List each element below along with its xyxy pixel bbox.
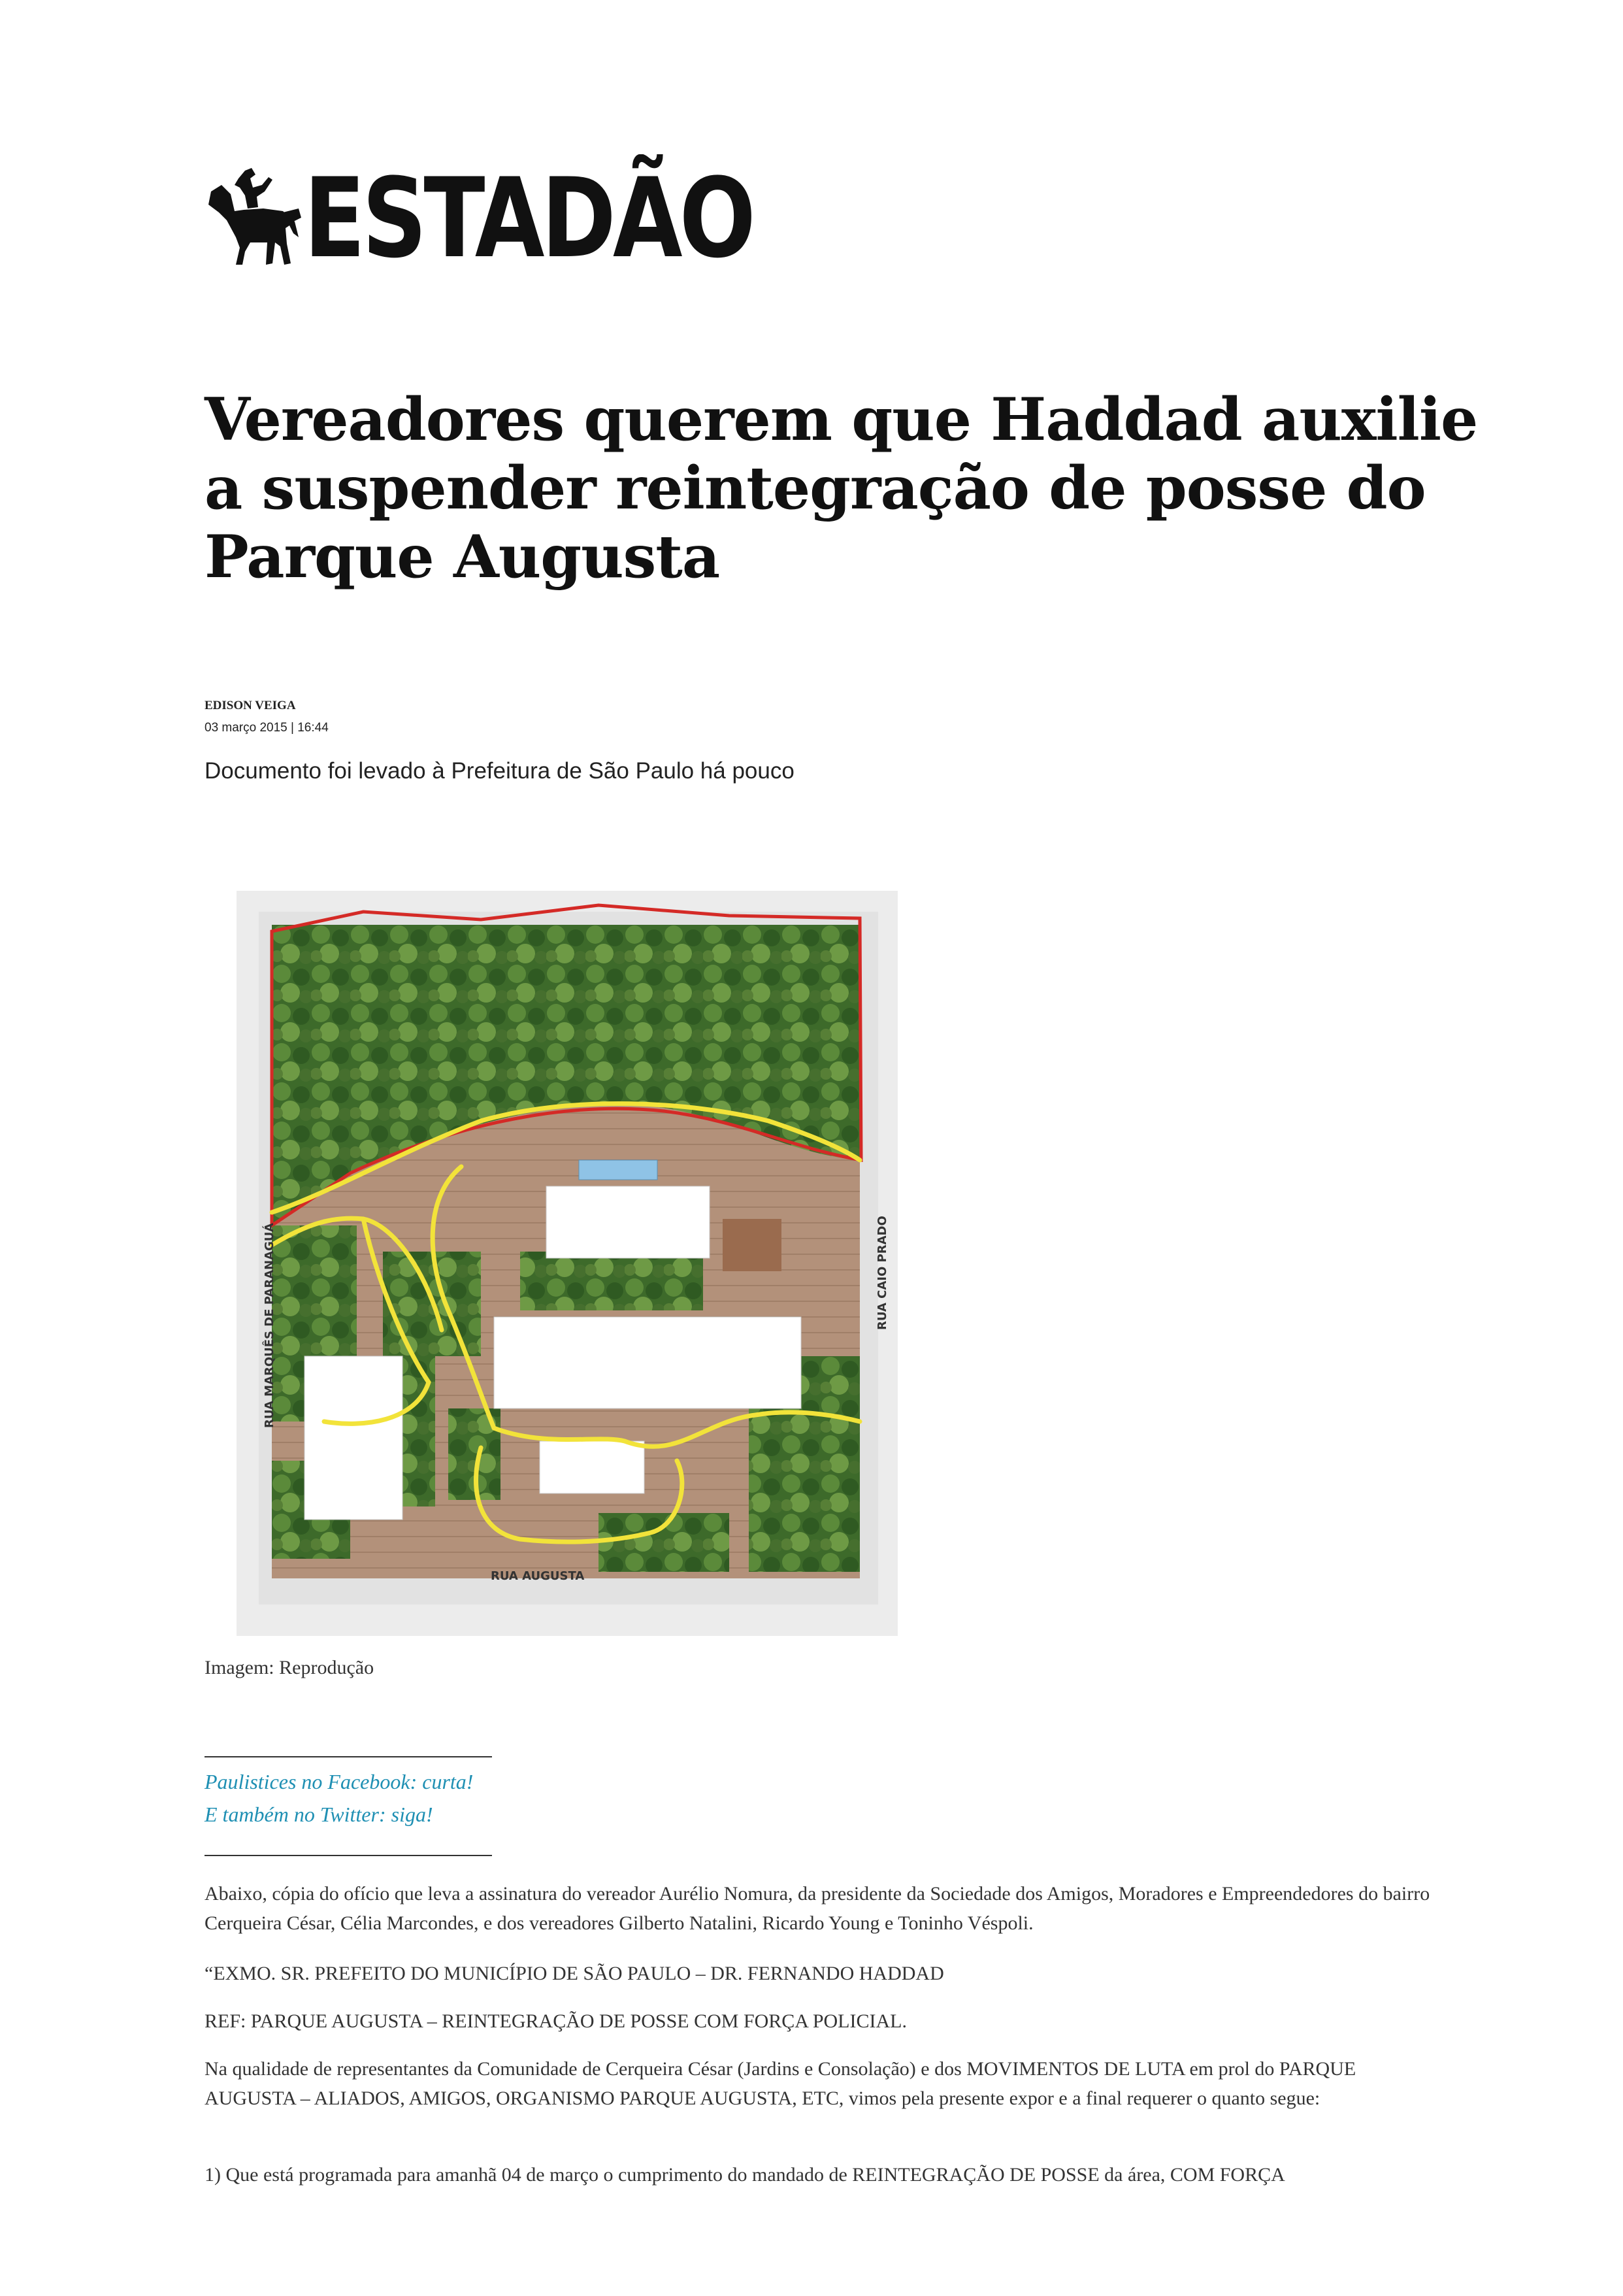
twitter-link[interactable]: E também no Twitter: siga! bbox=[205, 1803, 433, 1826]
masthead-logo[interactable] bbox=[205, 154, 753, 282]
body-paragraph: “EXMO. SR. PREFEITO DO MUNICÍPIO DE SÃO PAULO – DR. FERNANDO HADDAD bbox=[205, 1963, 944, 1984]
article-headline: Vereadores querem que Haddad auxilie a suspender reintegração de posse do Parque Augusta bbox=[205, 385, 1478, 591]
body-paragraph: REF: PARQUE AUGUSTA – REINTEGRAÇÃO DE POSSE COM FORÇA POLICIAL. bbox=[205, 2010, 907, 2032]
article-subtitle: Documento foi levado à Prefeitura de São Paulo há pouco bbox=[205, 758, 795, 784]
horseman-icon bbox=[205, 165, 303, 270]
site-plan-image bbox=[233, 886, 906, 1644]
divider-top bbox=[205, 1756, 492, 1757]
site-plan-illustration bbox=[233, 886, 906, 1644]
body-paragraph: Abaixo, cópia do ofício que leva a assinatura do vereador Aurélio Nomura, da presidente da Sociedade dos Amigos, Moradores e Empreendedores do bairro Cerqueira César, Célia Marcondes, e dos vereadores Gilberto Natalini, Ricardo Young e Toninho Véspoli. bbox=[205, 1883, 1430, 1934]
body-paragraph: Na qualidade de representantes da Comunidade de Cerqueira César (Jardins e Consolação) e dos MOVIMENTOS DE LUTA em prol do PARQUE AUGUSTA – ALIADOS, AMIGOS, ORGANISMO PARQUE AUGUSTA, ETC, vimos pela presente expor e a final requerer o quanto segue: bbox=[205, 2058, 1356, 2109]
masthead-title: ESTADÃO bbox=[304, 154, 753, 282]
image-caption: Imagem: Reprodução bbox=[205, 1657, 374, 1678]
street-label-right: RUA CAIO PRADO bbox=[876, 1216, 889, 1330]
article-date: 03 março 2015 | 16:44 bbox=[205, 721, 329, 735]
body-paragraph: 1) Que está programada para amanhã 04 de março o cumprimento do mandado de REINTEGRAÇÃO DE POSSE da área, COM FORÇA bbox=[205, 2164, 1285, 2186]
facebook-link[interactable]: Paulistices no Facebook: curta! bbox=[205, 1770, 474, 1793]
street-label-bottom: RUA AUGUSTA bbox=[491, 1569, 585, 1583]
divider-bottom bbox=[205, 1855, 492, 1856]
article-author[interactable]: EDISON VEIGA bbox=[205, 699, 296, 712]
street-label-left: RUA MARQUÊS DE PARANAGUÁ bbox=[263, 1223, 276, 1428]
